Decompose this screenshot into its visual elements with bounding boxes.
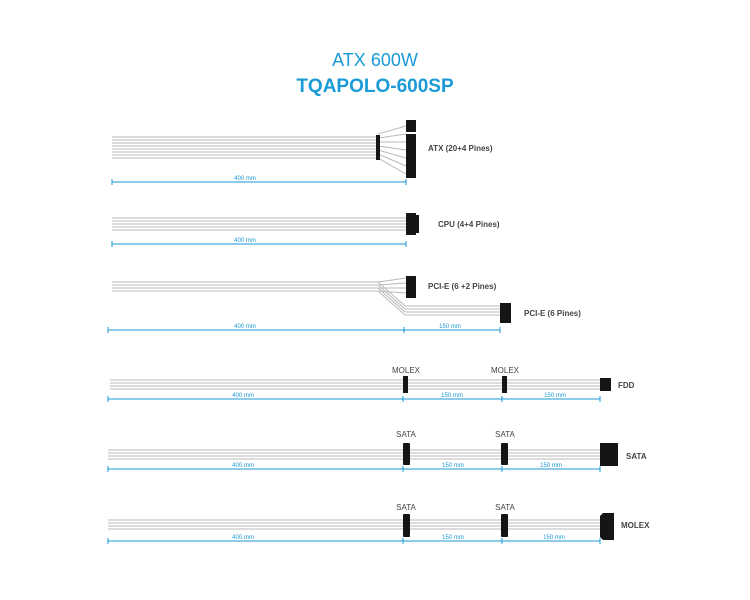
cpu-connector <box>406 213 416 235</box>
pcie-6pin-connector <box>500 303 511 323</box>
cpu-cable <box>112 213 500 247</box>
cpu-length-label: 400 mm <box>234 238 256 244</box>
sata-molex-length-label-1: 400 mm <box>232 535 254 541</box>
sata-molex-cable <box>108 503 650 544</box>
atx-4pin-connector <box>406 120 416 132</box>
subtitle: ATX 600W <box>332 50 418 70</box>
molex-length-label-1: 400 mm <box>232 393 254 399</box>
sata-molex-connector-2 <box>501 514 508 537</box>
molex-length-label-3: 150 mm <box>544 393 566 399</box>
sata-connector-2-label: SATA <box>495 430 515 439</box>
sata-length-label-1: 400 mm <box>232 463 254 469</box>
sata-molex-connector-2-label: SATA <box>495 503 515 512</box>
pcie-6plus2-connector <box>406 276 416 298</box>
molex-end-connector <box>600 513 614 540</box>
sata-connector-1-label: SATA <box>396 430 416 439</box>
atx-cable <box>112 120 493 185</box>
molex-connector-2 <box>502 376 507 393</box>
molex-wire-bundle <box>110 380 600 389</box>
cpu-connector-latch <box>416 215 419 233</box>
sata-end-label: SATA <box>626 452 647 461</box>
atx-dimension <box>112 176 406 185</box>
fdd-label: FDD <box>618 381 635 390</box>
sata-molex-length-label-3: 150 mm <box>543 535 565 541</box>
sata-connector-2 <box>501 443 508 465</box>
fdd-connector <box>600 378 611 391</box>
sata-wire-bundle <box>108 450 600 459</box>
sata-end-connector <box>600 443 618 466</box>
sata-molex-length-label-2: 150 mm <box>442 535 464 541</box>
sata-cable <box>108 430 647 472</box>
sata-connector-1 <box>403 443 410 465</box>
molex-end-label: MOLEX <box>621 521 650 530</box>
cpu-label: CPU (4+4 Pines) <box>438 220 500 229</box>
molex-cable <box>108 366 635 402</box>
sata-molex-dimension <box>108 535 600 544</box>
pcie-6plus2-label: PCI-E (6 +2 Pines) <box>428 282 497 291</box>
pcie-cable <box>108 276 581 333</box>
molex-connector-1 <box>403 376 408 393</box>
molex-length-label-2: 150 mm <box>441 393 463 399</box>
pcie-6pin-label: PCI-E (6 Pines) <box>524 309 581 318</box>
model-title: TQAPOLO-600SP <box>296 76 454 97</box>
atx-length-label: 400 mm <box>234 176 256 182</box>
cpu-wire-bundle <box>112 218 406 230</box>
sata-length-label-3: 150 mm <box>540 463 562 469</box>
pcie-dimension <box>108 324 500 333</box>
sata-molex-connector-1-label: SATA <box>396 503 416 512</box>
sata-molex-connector-1 <box>403 514 410 537</box>
molex-connector-1-label: MOLEX <box>391 366 421 375</box>
sata-length-label-2: 150 mm <box>442 463 464 469</box>
molex-connector-2-label: MOLEX <box>490 366 520 375</box>
pcie-length-label-1: 400 mm <box>234 324 256 330</box>
cpu-dimension <box>112 238 406 247</box>
molex-dimension <box>108 393 600 402</box>
sata-dimension <box>108 463 600 472</box>
atx-20pin-connector <box>406 134 416 178</box>
atx-wire-bundle <box>112 126 406 174</box>
atx-cable-clamp <box>376 135 380 160</box>
sata-molex-wire-bundle <box>108 520 600 529</box>
atx-label: ATX (20+4 Pines) <box>428 144 493 153</box>
pcie-length-label-2: 150 mm <box>439 324 461 330</box>
